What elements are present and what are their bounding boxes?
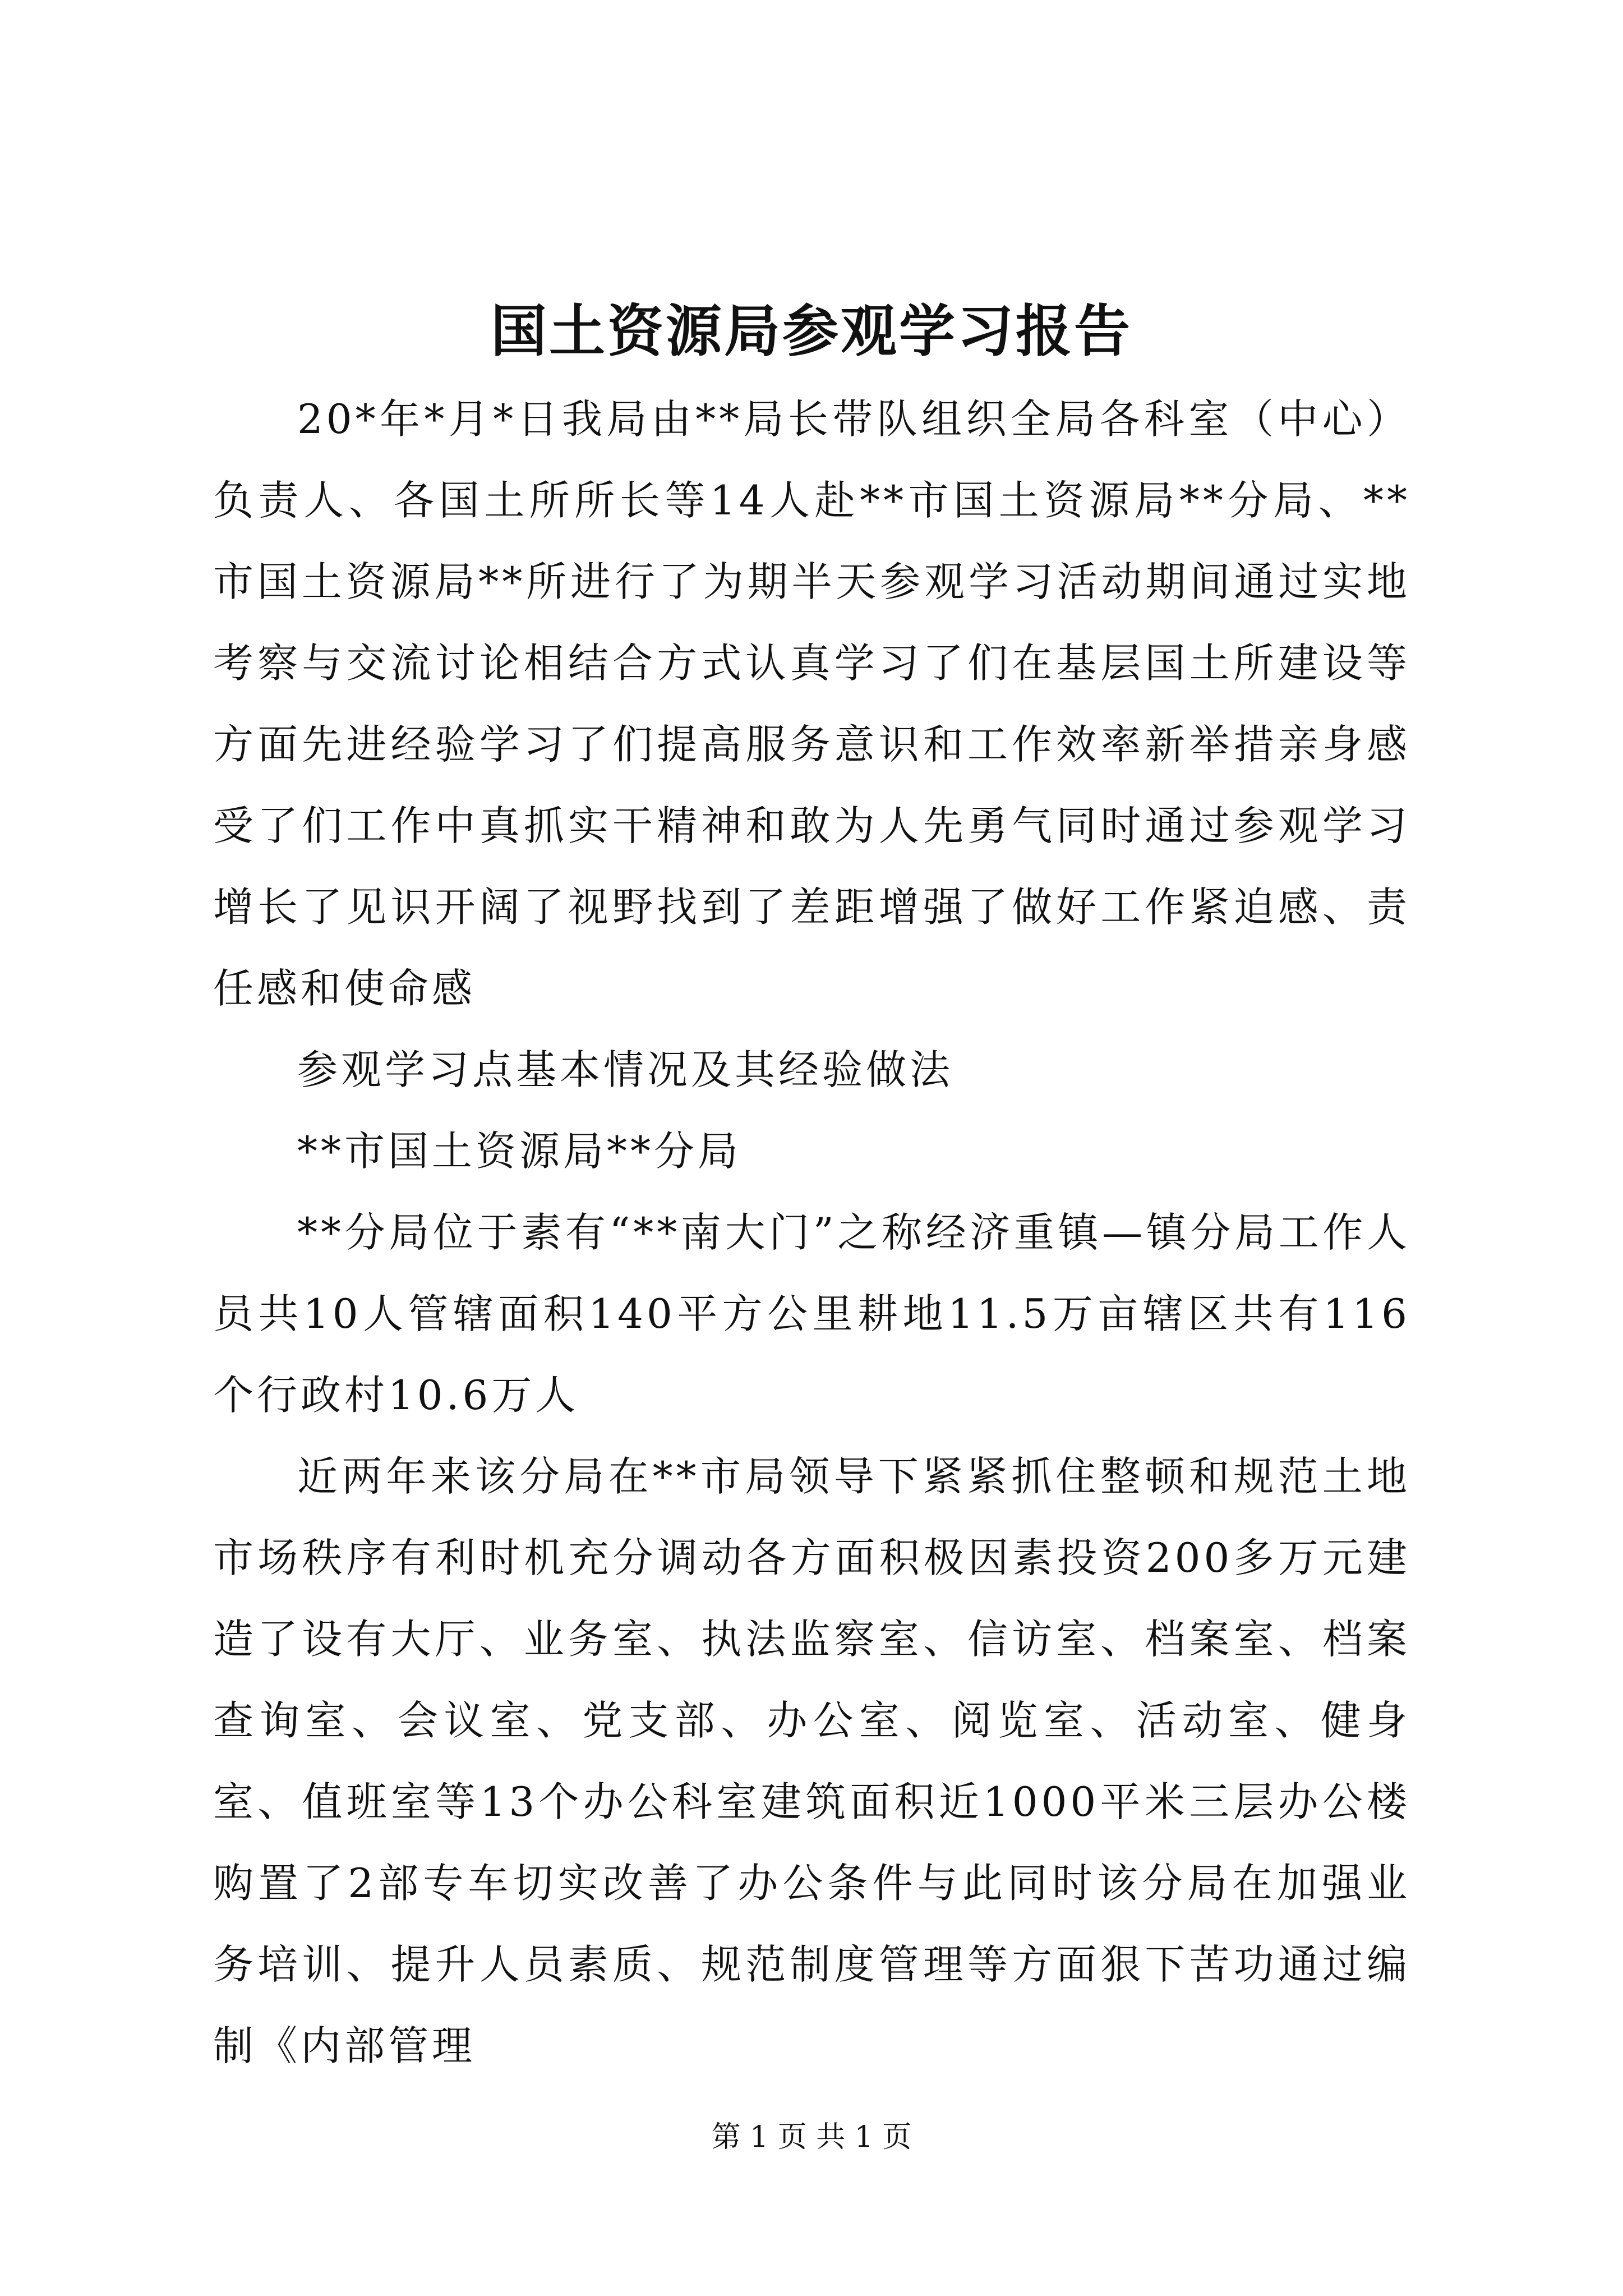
- paragraph-branch-overview: **分局位于素有“**南大门”之称经济重镇—镇分局工作人员共10人管辖面积140平方公里耕地11.5万亩辖区共有116个行政村10.6万人: [213, 1209, 1410, 1419]
- paragraph-subsection-heading: **市国土资源局**分局: [297, 1128, 742, 1175]
- paragraph-intro: 20*年*月*日我局由**局长带队组织全局各科室（中心）负责人、各国土所所长等14人赴**市国土资源局**分局、**市国土资源局**所进行了为期半天参观学习活动期间通过实地考察与交流讨论相结合方式认真学习了们在基层国土所建设等方面先进经验学习了们提高服务意识和工作效率新举措亲身感受了们工作中真抓实干精神和敢为人先勇气同时通过参观学习增长了见识开阔了视野找到了差距增强了做好工作紧迫感、责任感和使命感: [213, 395, 1410, 1012]
- paragraph-branch-development: 近两年来该分局在**市局领导下紧紧抓住整顿和规范土地市场秩序有利时机充分调动各方面积极因素投资200多万元建造了设有大厅、业务室、执法监察室、信访室、档案室、档案查询室、会议室、党支部、办公室、阅览室、活动室、健身室、值班室等13个办公科室建筑面积近1000平米三层办公楼购置了2部专车切实改善了办公条件与此同时该分局在加强业务培训、提升人员素质、规范制度管理等方面狠下苦功通过编制《内部管理: [213, 1453, 1410, 2069]
- paragraph-section-heading: 参观学习点基本情况及其经验做法: [297, 1046, 954, 1093]
- document-title: 国土资源局参观学习报告: [491, 298, 1132, 364]
- page-footer: 第 1 页 共 1 页: [711, 2120, 912, 2154]
- document-body: [213, 379, 1410, 2087]
